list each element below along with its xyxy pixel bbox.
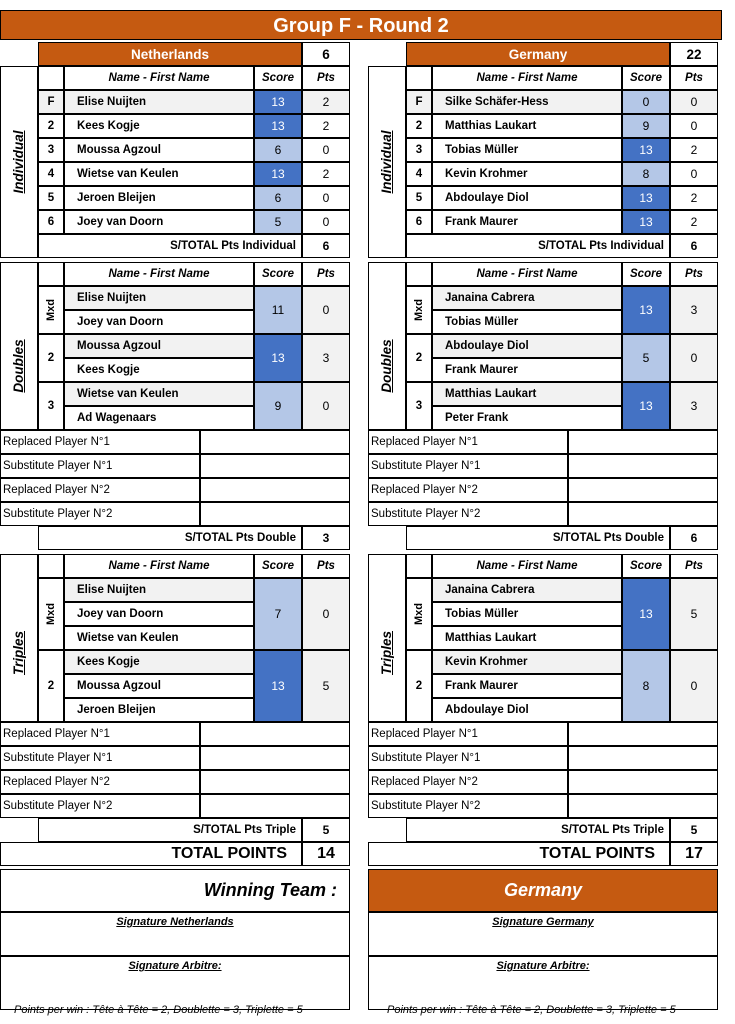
total-points-label: TOTAL POINTS [368,842,670,866]
replacement-value [568,454,718,478]
winning-team-label: Winning Team : [0,869,350,912]
replacement-label: Replaced Player N°1 [0,722,200,746]
score-cell: 7 [254,578,302,650]
player-name: Wietse van Keulen [64,626,254,650]
winning-team-value: Germany [368,869,718,912]
match-number: 6 [38,210,64,234]
header-pts: Pts [302,262,350,286]
header-pts: Pts [302,554,350,578]
score-cell: 13 [622,138,670,162]
player-name: Peter Frank [432,406,622,430]
section-label-triples: Triples [11,630,26,676]
replacement-label: Substitute Player N°1 [0,746,200,770]
replacement-label: Replaced Player N°2 [0,478,200,502]
pts-cell: 2 [670,186,718,210]
pts-cell: 0 [670,650,718,722]
points-footer-left: Points per win : Tête à Tête = 2, Doublette = 3, Triplette = 5 [14,1004,303,1016]
player-name: Ad Wagenaars [64,406,254,430]
player-name: Matthias Laukart [432,382,622,406]
header-score: Score [254,554,302,578]
pts-cell: 0 [670,114,718,138]
pts-cell: 0 [302,382,350,430]
player-name: Matthias Laukart [432,626,622,650]
section-label-doubles: Doubles [379,339,394,393]
pts-cell: 0 [670,334,718,382]
player-name: Matthias Laukart [432,114,622,138]
header-no-cell [38,554,64,578]
points-footer-right: Points per win : Tête à Tête = 2, Doublette = 3, Triplette = 5 [387,1004,676,1016]
match-number: 2 [406,114,432,138]
team-panel-right [368,42,721,1002]
replacement-value [568,794,718,818]
player-name: Joey van Doorn [64,210,254,234]
pts-cell: 0 [302,210,350,234]
header-no-cell [38,262,64,286]
score-cell: 0 [622,90,670,114]
score-cell: 13 [254,90,302,114]
mxd-label: Mxd [45,603,57,625]
subtotal-double-label: S/TOTAL Pts Double [406,526,670,550]
pts-cell: 2 [670,138,718,162]
header-no-cell [406,66,432,90]
header-no-cell [406,262,432,286]
replacement-value [200,454,350,478]
match-number: 4 [38,162,64,186]
header-name: Name - First Name [432,66,622,90]
total-points-value: 17 [670,842,718,866]
pts-cell: 0 [302,286,350,334]
header-no-cell [406,554,432,578]
match-number: F [406,90,432,114]
match-number: F [38,90,64,114]
replacement-label: Replaced Player N°1 [368,430,568,454]
replacement-value [568,478,718,502]
header-pts: Pts [670,262,718,286]
team-total: 22 [670,42,718,66]
replacement-label: Replaced Player N°1 [368,722,568,746]
section-label-triples: Triples [379,630,394,676]
score-cell: 8 [622,650,670,722]
score-cell: 13 [622,210,670,234]
player-name: Kees Kogje [64,358,254,382]
pts-cell: 5 [302,650,350,722]
pts-cell: 2 [302,162,350,186]
match-number: 5 [406,186,432,210]
match-number: 4 [406,162,432,186]
pts-cell: 0 [302,186,350,210]
replacement-value [568,502,718,526]
replacement-label: Substitute Player N°2 [368,794,568,818]
header-name: Name - First Name [64,262,254,286]
replacement-label: Substitute Player N°2 [0,794,200,818]
team-name: Netherlands [38,42,302,66]
team-panel-left [0,42,353,1002]
pts-cell: 3 [670,382,718,430]
pts-cell: 0 [302,138,350,162]
player-name: Abdoulaye Diol [432,698,622,722]
player-name: Joey van Doorn [64,602,254,626]
score-cell: 13 [254,114,302,138]
score-cell: 13 [254,334,302,382]
subtotal-triple-value: 5 [302,818,350,842]
replacement-label: Replaced Player N°2 [0,770,200,794]
header-score: Score [254,66,302,90]
player-name: Wietse van Keulen [64,382,254,406]
player-name: Frank Maurer [432,674,622,698]
replacement-label: Substitute Player N°1 [0,454,200,478]
team-number-cell: 3 [406,382,432,430]
subtotal-individual-label: S/TOTAL Pts Individual [38,234,302,258]
header-pts: Pts [302,66,350,90]
score-cell: 6 [254,186,302,210]
player-name: Kees Kogje [64,650,254,674]
score-cell: 9 [622,114,670,138]
player-name: Frank Maurer [432,358,622,382]
subtotal-double-value: 6 [670,526,718,550]
pts-cell: 0 [302,578,350,650]
header-no-cell [38,66,64,90]
total-points-label: TOTAL POINTS [0,842,302,866]
replacement-value [200,478,350,502]
score-cell: 13 [254,650,302,722]
replacement-value [568,722,718,746]
subtotal-double-label: S/TOTAL Pts Double [38,526,302,550]
subtotal-triple-label: S/TOTAL Pts Triple [38,818,302,842]
player-name: Janaina Cabrera [432,286,622,310]
subtotal-double-value: 3 [302,526,350,550]
player-name: Kevin Krohmer [432,650,622,674]
mxd-label: Mxd [45,299,57,321]
subtotal-individual-value: 6 [302,234,350,258]
header-name: Name - First Name [64,66,254,90]
score-cell: 13 [622,286,670,334]
team-number-cell: 3 [38,382,64,430]
team-number-cell: 2 [406,334,432,382]
subtotal-individual-value: 6 [670,234,718,258]
header-pts: Pts [670,554,718,578]
player-name: Elise Nuijten [64,286,254,310]
replacement-value [200,430,350,454]
pts-cell: 2 [670,210,718,234]
player-name: Elise Nuijten [64,90,254,114]
match-number: 3 [38,138,64,162]
team-total: 6 [302,42,350,66]
replacement-value [200,746,350,770]
pts-cell: 2 [302,114,350,138]
player-name: Moussa Agzoul [64,138,254,162]
pts-cell: 3 [670,286,718,334]
team-number-cell: 2 [38,334,64,382]
pts-cell: 5 [670,578,718,650]
subtotal-triple-label: S/TOTAL Pts Triple [406,818,670,842]
replacement-label: Substitute Player N°2 [368,502,568,526]
replacement-value [200,502,350,526]
score-cell: 5 [254,210,302,234]
replacement-value [200,770,350,794]
team-signature: Signature Netherlands [0,912,350,956]
header-score: Score [622,66,670,90]
score-cell: 5 [622,334,670,382]
section-label-individual: Individual [379,130,394,194]
score-cell: 13 [622,186,670,210]
player-name: Moussa Agzoul [64,334,254,358]
match-number: 3 [406,138,432,162]
match-number: 5 [38,186,64,210]
player-name: Frank Maurer [432,210,622,234]
score-cell: 8 [622,162,670,186]
mxd-label: Mxd [413,603,425,625]
player-name: Jeroen Bleijen [64,698,254,722]
player-name: Kevin Krohmer [432,162,622,186]
header-score: Score [622,554,670,578]
player-name: Silke Schäfer-Hess [432,90,622,114]
replacement-label: Substitute Player N°1 [368,454,568,478]
player-name: Janaina Cabrera [432,578,622,602]
player-name: Joey van Doorn [64,310,254,334]
pts-cell: 0 [670,90,718,114]
pts-cell: 0 [670,162,718,186]
pts-cell: 2 [302,90,350,114]
score-cell: 13 [254,162,302,186]
replacement-label: Replaced Player N°2 [368,478,568,502]
arbitre-signature: Signature Arbitre: [368,956,718,1010]
page-title: Group F - Round 2 [0,10,722,40]
player-name: Kees Kogje [64,114,254,138]
score-cell: 13 [622,578,670,650]
team-number-cell: 2 [38,650,64,722]
replacement-label: Replaced Player N°1 [0,430,200,454]
replacement-label: Replaced Player N°2 [368,770,568,794]
section-label-individual: Individual [11,130,26,194]
header-name: Name - First Name [64,554,254,578]
header-name: Name - First Name [432,262,622,286]
player-name: Wietse van Keulen [64,162,254,186]
replacement-value [568,430,718,454]
pts-cell: 3 [302,334,350,382]
player-name: Tobias Müller [432,310,622,334]
player-name: Jeroen Bleijen [64,186,254,210]
team-name: Germany [406,42,670,66]
replacement-label: Substitute Player N°1 [368,746,568,770]
subtotal-triple-value: 5 [670,818,718,842]
subtotal-individual-label: S/TOTAL Pts Individual [406,234,670,258]
replacement-value [568,746,718,770]
replacement-value [568,770,718,794]
header-pts: Pts [670,66,718,90]
score-cell: 9 [254,382,302,430]
player-name: Tobias Müller [432,138,622,162]
replacement-label: Substitute Player N°2 [0,502,200,526]
player-name: Elise Nuijten [64,578,254,602]
player-name: Moussa Agzoul [64,674,254,698]
match-number: 6 [406,210,432,234]
team-signature: Signature Germany [368,912,718,956]
player-name: Abdoulaye Diol [432,334,622,358]
replacement-value [200,794,350,818]
player-name: Tobias Müller [432,602,622,626]
replacement-value [200,722,350,746]
mxd-label: Mxd [413,299,425,321]
team-number-cell: 2 [406,650,432,722]
player-name: Abdoulaye Diol [432,186,622,210]
arbitre-signature: Signature Arbitre: [0,956,350,1010]
total-points-value: 14 [302,842,350,866]
score-cell: 6 [254,138,302,162]
header-score: Score [254,262,302,286]
score-cell: 11 [254,286,302,334]
section-label-doubles: Doubles [11,339,26,393]
header-score: Score [622,262,670,286]
header-name: Name - First Name [432,554,622,578]
match-number: 2 [38,114,64,138]
score-cell: 13 [622,382,670,430]
